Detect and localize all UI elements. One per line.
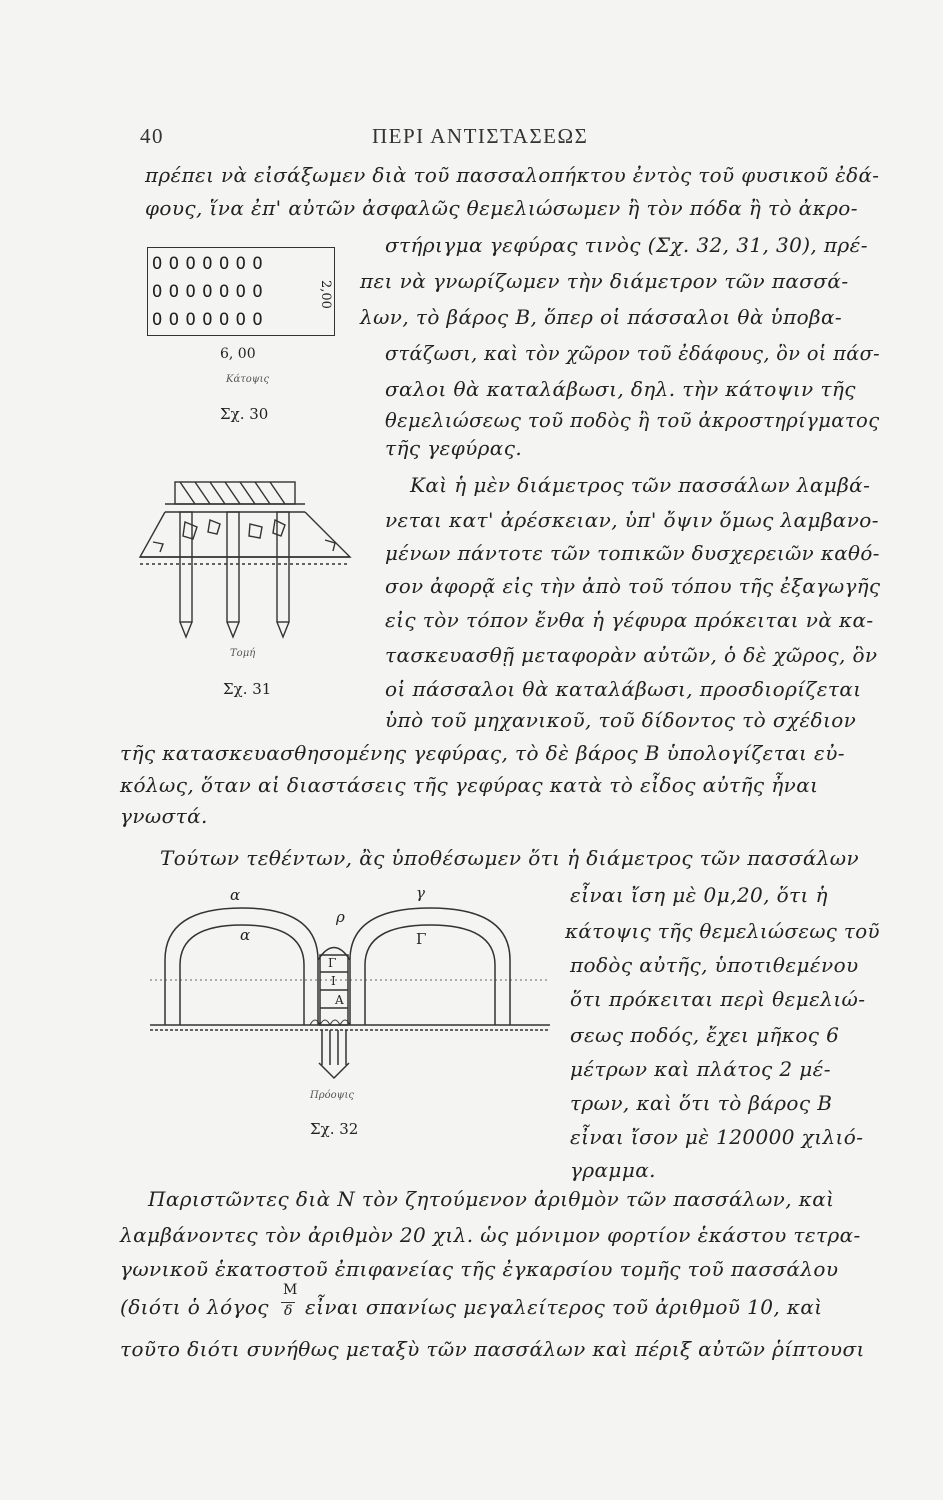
- fraction-denominator: δ: [284, 1303, 293, 1319]
- label-g-top: γ: [416, 884, 425, 902]
- text-line: εἰς τὸν τόπον ἔνθα ἡ γέφυρα πρόκειται νὰ κα-: [385, 608, 874, 632]
- text-line: κόλως, ὅταν αἱ διαστάσεις τῆς γεφύρας κατὰ τὸ εἶδος αὐτῆς ἦναι: [120, 773, 819, 797]
- fraction-numerator: M: [283, 1282, 298, 1298]
- text-line: οἱ πάσσαλοι θὰ καταλάβωσι, προσδιορίζεται: [385, 677, 862, 701]
- view-label: Πρόοψις: [310, 1090, 355, 1101]
- text-line: πει νὰ γνωρίζωμεν τὴν διάμετρον τῶν πασσά-: [360, 269, 849, 293]
- text-line: σεως ποδός, ἔχει μῆκος 6: [570, 1023, 840, 1047]
- label-a-top: α: [230, 886, 241, 904]
- text-line: στάζωσι, καὶ τὸν χῶρον τοῦ ἐδάφους, ὃν οἱ πάσ-: [385, 341, 880, 365]
- label-box-gamma: Γ: [328, 956, 337, 970]
- running-title: ΠΕΡΙ ΑΝΤΙΣΤΑΣΕΩΣ: [372, 124, 589, 148]
- text-line: ὅτι πρόκειται περὶ θεμελιώ-: [570, 987, 866, 1011]
- pile-row: ΟΟΟΟΟΟΟ: [152, 282, 270, 302]
- pile-row: ΟΟΟΟΟΟΟ: [152, 254, 270, 274]
- text-line: Τούτων τεθέντων, ἂς ὑποθέσωμεν ὅτι ἡ διάμετρος τῶν πασσάλων: [160, 846, 860, 870]
- section-drawing: [135, 462, 365, 642]
- figure-caption: Σχ. 30: [220, 405, 269, 423]
- pile-row: ΟΟΟΟΟΟΟ: [152, 310, 270, 330]
- text-line: τασκευασθῇ μεταφορὰν αὐτῶν, ὁ δὲ χῶρος, ὃν: [385, 643, 878, 667]
- label-box-alpha: Α: [335, 993, 344, 1007]
- text-line: εἶναι σπανίως μεγαλείτερος τοῦ ἀριθμοῦ 10, καὶ: [305, 1295, 823, 1319]
- text-line: στήριγμα γεφύρας τινὸς (Σχ. 32, 31, 30), πρέ-: [385, 233, 868, 257]
- text-line: τρων, καὶ ὅτι τὸ βάρος Β: [570, 1091, 833, 1115]
- figure-caption: Σχ. 32: [310, 1120, 359, 1138]
- text-line: ποδὸς αὐτῆς, ὑποτιθεμένου: [570, 953, 859, 977]
- text-line: Παριστῶντες διὰ Ν τὸν ζητούμενον ἀριθμὸν τῶν πασσάλων, καὶ: [148, 1187, 835, 1211]
- text-line: εἶναι ἴση μὲ 0μ,20, ὅτι ἡ: [570, 883, 828, 907]
- text-line: γραμμα.: [570, 1158, 656, 1182]
- label-box-i: Ι: [331, 974, 336, 988]
- text-line: τῆς κατασκευασθησομένης γεφύρας, τὸ δὲ βάρος Β ὑπολογίζεται εὐ-: [120, 741, 845, 765]
- text-line: κάτοψις τῆς θεμελιώσεως τοῦ: [565, 919, 880, 943]
- label-g-inner: Γ: [416, 930, 427, 948]
- text-line: ὑπὸ τοῦ μηχανικοῦ, τοῦ δίδοντος τὸ σχέδιον: [385, 708, 857, 732]
- text-line: γνωστά.: [120, 804, 208, 828]
- elevation-drawing: [150, 880, 550, 1080]
- text-line: πρέπει νὰ εἰσάξωμεν διὰ τοῦ πασσαλοπήκτου ἐντὸς τοῦ φυσικοῦ ἐδά-: [145, 163, 880, 187]
- figure-31: [135, 462, 365, 712]
- height-dimension: 2,00: [318, 280, 333, 309]
- view-label: Κάτοψις: [226, 374, 270, 385]
- text-line: θεμελιώσεως τοῦ ποδὸς ἢ τοῦ ἀκροστηρίγματος: [385, 408, 880, 432]
- text-line: σον ἀφορᾷ εἰς τὴν ἀπὸ τοῦ τόπου τῆς ἐξαγωγῆς: [385, 574, 881, 598]
- text-line: τῆς γεφύρας.: [385, 436, 523, 460]
- label-a-inner: α: [240, 926, 251, 944]
- width-dimension: 6, 00: [220, 346, 256, 362]
- text-line: γωνικοῦ ἑκατοστοῦ ἐπιφανείας τῆς ἐγκαρσίου τομῆς τοῦ πασσάλου: [120, 1257, 839, 1281]
- text-line: (διότι ὁ λόγος: [120, 1295, 269, 1319]
- text-line: μέτρων καὶ πλάτος 2 μέ-: [570, 1057, 831, 1081]
- page-number: 40: [140, 124, 164, 148]
- text-line: μένων πάντοτε τῶν τοπικῶν δυσχερειῶν καθό-: [385, 541, 880, 565]
- view-label: Τομή: [230, 648, 256, 659]
- text-line: νεται κατ' ἀρέσκειαν, ὑπ' ὄψιν ὅμως λαμβανο-: [385, 508, 879, 532]
- figure-30: [140, 240, 350, 440]
- figure-caption: Σχ. 31: [223, 680, 272, 698]
- text-line: λαμβάνοντες τὸν ἀριθμὸν 20 χιλ. ὡς μόνιμον φορτίον ἑκάστου τετρα-: [120, 1223, 861, 1247]
- text-line: λων, τὸ βάρος Β, ὅπερ οἱ πάσσαλοι θὰ ὑποβα-: [360, 305, 843, 329]
- text-line: Καὶ ἡ μὲν διάμετρος τῶν πασσάλων λαμβά-: [410, 473, 871, 497]
- text-line: σαλοι θὰ καταλάβωσι, δηλ. τὴν κάτοψιν τῆς: [385, 377, 856, 401]
- label-rho: ρ: [336, 908, 345, 926]
- text-line: φους, ἵνα ἐπ' αὐτῶν ἀσφαλῶς θεμελιώσωμεν ἢ τὸν πόδα ἢ τὸ ἀκρο-: [145, 196, 858, 220]
- figure-32: [150, 880, 550, 1150]
- text-line: τοῦτο διότι συνήθως μεταξὺ τῶν πασσάλων καὶ πέριξ αὐτῶν ῥίπτουσι: [120, 1337, 865, 1361]
- text-line: εἶναι ἴσον μὲ 120000 χιλιό-: [570, 1125, 864, 1149]
